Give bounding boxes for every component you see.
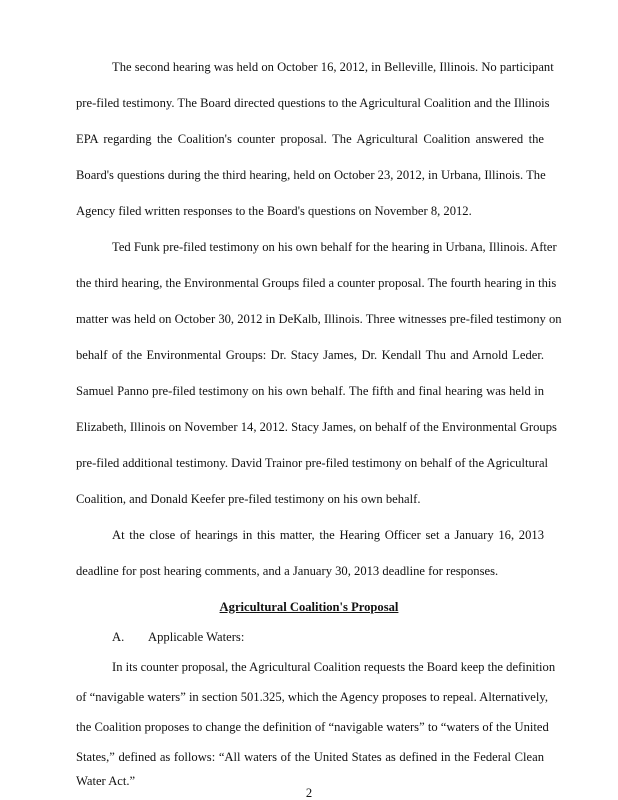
paragraph-line: deadline for post hearing comments, and a January 30, 2013 deadline for responses. xyxy=(76,564,499,578)
paragraph-line: Board's questions during the third hearing, held on October 23, 2012, in Urbana, Illinois. The xyxy=(76,168,546,182)
page-number: 2 xyxy=(305,786,313,800)
paragraph-line: Coalition, and Donald Keefer pre-filed testimony on his own behalf. xyxy=(76,492,421,506)
paragraph-line: the Coalition proposes to change the definition of “navigable waters” to “waters of the United xyxy=(76,720,549,734)
paragraph-line: States,” defined as follows: “All waters of the United States as defined in the Federal Clean xyxy=(76,750,544,764)
paragraph-line: of “navigable waters” in section 501.325, which the Agency proposes to repeal. Alternatively, xyxy=(76,690,549,704)
paragraph-line: At the close of hearings in this matter, the Hearing Officer set a January 16, 2013 xyxy=(112,528,544,542)
paragraph-line: Water Act.” xyxy=(76,774,136,788)
paragraph-line: Samuel Panno pre-filed testimony on his own behalf. The fifth and final hearing was held in xyxy=(76,384,544,398)
paragraph-line: pre-filed testimony. The Board directed questions to the Agricultural Coalition and the Illinois xyxy=(76,96,550,110)
paragraph-line: pre-filed additional testimony. David Trainor pre-filed testimony on behalf of the Agricultural xyxy=(76,456,549,470)
paragraph-line: behalf of the Environmental Groups: Dr. Stacy James, Dr. Kendall Thu and Arnold Leder. xyxy=(76,348,544,362)
subsection-title: Applicable Waters: xyxy=(148,630,245,644)
paragraph-line: EPA regarding the Coalition's counter proposal. The Agricultural Coalition answered the xyxy=(76,132,544,146)
paragraph-line: Ted Funk pre-filed testimony on his own behalf for the hearing in Urbana, Illinois. After xyxy=(112,240,557,254)
paragraph-line: matter was held on October 30, 2012 in DeKalb, Illinois. Three witnesses pre-filed testimony on xyxy=(76,312,562,326)
paragraph-line: In its counter proposal, the Agricultural Coalition requests the Board keep the definition xyxy=(112,660,556,674)
paragraph-line: the third hearing, the Environmental Groups filed a counter proposal. The fourth hearing in this xyxy=(76,276,557,290)
subsection-letter: A. xyxy=(112,630,125,644)
paragraph-line: Agency filed written responses to the Board's questions on November 8, 2012. xyxy=(76,204,472,218)
paragraph-line: Elizabeth, Illinois on November 14, 2012. Stacy James, on behalf of the Environmental Groups xyxy=(76,420,557,434)
section-heading: Agricultural Coalition's Proposal xyxy=(219,600,399,614)
paragraph-line: The second hearing was held on October 16, 2012, in Belleville, Illinois. No participant xyxy=(112,60,554,74)
